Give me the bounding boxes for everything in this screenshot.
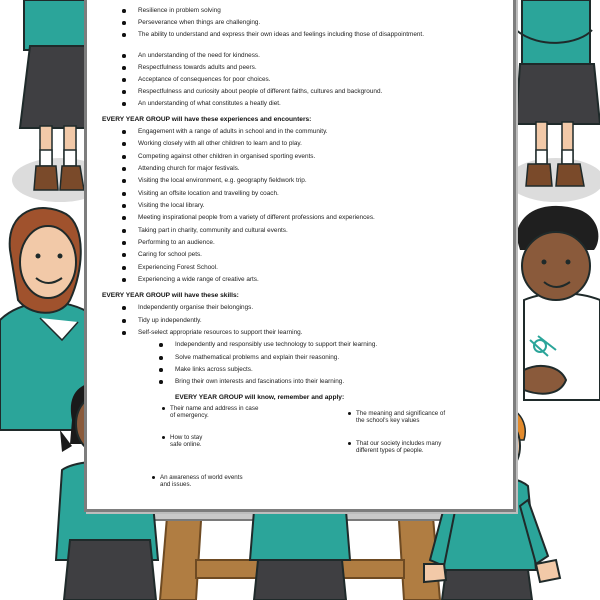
experience-item: Taking part in charity, community and cultural events. bbox=[138, 227, 288, 234]
experience-item: Experiencing Forest School. bbox=[138, 264, 218, 271]
experience-item: Visiting the local library. bbox=[138, 202, 205, 209]
know-item: That our society includes many different types of people. bbox=[356, 440, 448, 455]
experience-item: Experiencing a wide range of creative arts. bbox=[138, 276, 259, 283]
skill-subitem: Independently and responsibly use technology to support their learning. bbox=[175, 341, 378, 348]
value-item: An understanding of what constitutes a heatly diet. bbox=[138, 100, 281, 107]
experience-item: Performing to an audience. bbox=[138, 239, 215, 246]
skill-item: Tidy up independently. bbox=[138, 317, 202, 324]
skill-item: Independently organise their belongings. bbox=[138, 304, 254, 311]
value-item: Acceptance of consequences for poor choices. bbox=[138, 76, 271, 83]
know-item: An awareness of world events and issues. bbox=[160, 474, 250, 489]
skill-subitem: Bring their own interests and fascinations into their learning. bbox=[175, 378, 345, 385]
value-item: Perseverance when things are challenging. bbox=[138, 19, 261, 26]
value-item: The ability to understand and express their own ideas and feelings including those of disappointment. bbox=[138, 31, 428, 39]
experience-item: Competing against other children in organised sporting events. bbox=[138, 153, 316, 160]
experience-item: Visiting the local environment, e.g. geography fieldwork trip. bbox=[138, 177, 307, 184]
value-item: Respectfulness and curiosity about people of different faiths, cultures and background. bbox=[138, 88, 383, 95]
experience-item: Caring for school pets. bbox=[138, 251, 202, 258]
know-item: The meaning and significance of the school's key values bbox=[356, 410, 448, 425]
experience-item: Meeting inspirational people from a variety of different professions and experiences. bbox=[138, 214, 375, 221]
skill-item: Self-select appropriate resources to support their learning. bbox=[138, 329, 303, 336]
skill-subitem: Make links across subjects. bbox=[175, 366, 253, 373]
skills-heading: EVERY YEAR GROUP will have these skills: bbox=[102, 292, 239, 299]
know-item: Their name and address in case of emergency. bbox=[170, 405, 262, 420]
skill-subitem: Solve mathematical problems and explain their reasoning. bbox=[175, 354, 340, 361]
experience-item: Engagement with a range of adults in school and in the community. bbox=[138, 128, 328, 135]
experience-item: Attending church for major festivals. bbox=[138, 165, 240, 172]
experience-item: Working closely with all other children to learn and to play. bbox=[138, 140, 302, 147]
value-item: Respectfulness towards adults and peers. bbox=[138, 64, 257, 71]
experience-item: Visiting an offsite location and travelling by coach. bbox=[138, 190, 279, 197]
know-item: How to stay safe online. bbox=[170, 434, 203, 449]
experiences-heading: EVERY YEAR GROUP will have these experiences and encounters: bbox=[102, 116, 312, 123]
value-item: Resilience in problem solving bbox=[138, 7, 221, 14]
value-item: An understanding of the need for kindness. bbox=[138, 52, 260, 59]
know-heading: EVERY YEAR GROUP will know, remember and apply: bbox=[175, 394, 345, 401]
